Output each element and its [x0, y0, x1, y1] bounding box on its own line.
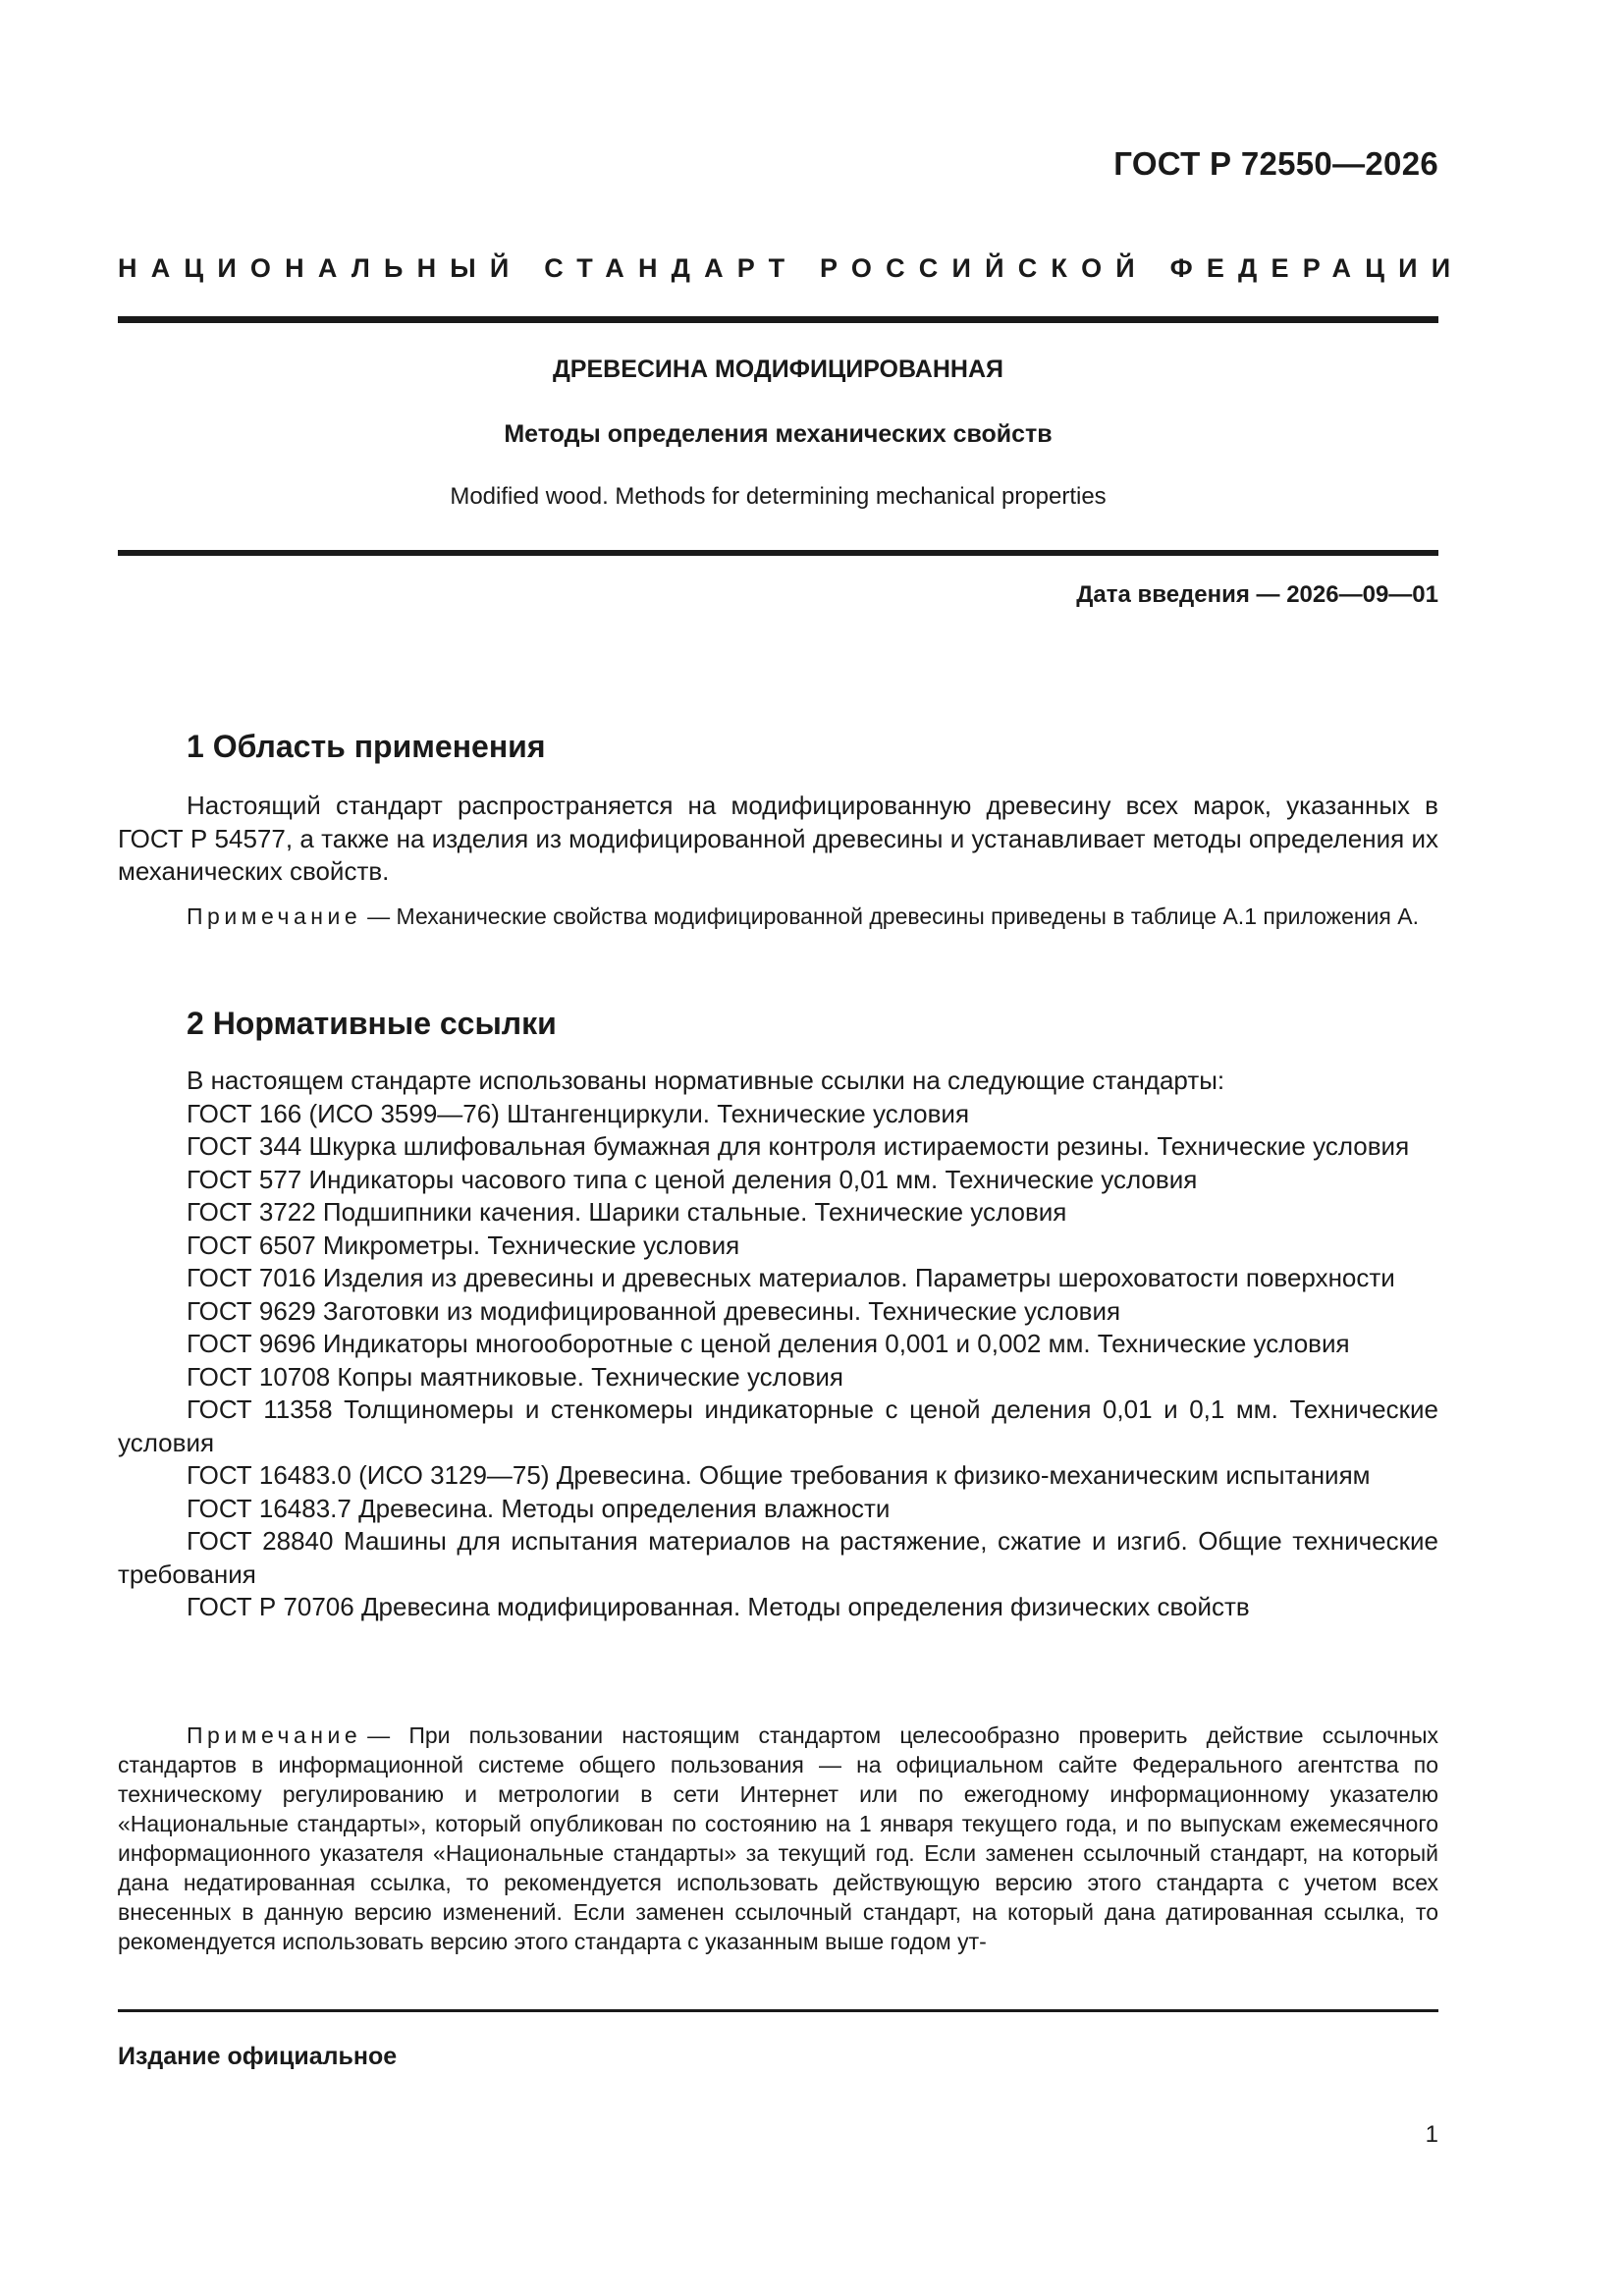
section-heading-scope: 1 Область применения [187, 729, 546, 764]
reference-item: ГОСТ 28840 Машины для испытания материалов на растяжение, сжатие и изгиб. Общие технические требования [118, 1526, 1438, 1589]
title-divider [118, 550, 1438, 556]
references-note [118, 1721, 1438, 1956]
official-edition-label: Издание официальное [118, 2043, 398, 2070]
reference-item: ГОСТ 7016 Изделия из древесины и древесных материалов. Параметры шероховатости поверхности [187, 1263, 1395, 1292]
reference-item: ГОСТ 16483.7 Древесина. Методы определения влажности [187, 1493, 891, 1523]
national-standard-heading: НАЦИОНАЛЬНЫЙ СТАНДАРТ РОССИЙСКОЙ ФЕДЕРАЦИИ [118, 253, 1465, 283]
note-text: — Механические свойства модифицированной древесины приведены в таблице А.1 приложения А. [367, 903, 1419, 929]
reference-item: ГОСТ 9696 Индикаторы многооборотные с ценой деления 0,001 и 0,002 мм. Технические условия [187, 1329, 1350, 1358]
reference-item: ГОСТ 344 Шкурка шлифовальная бумажная для контроля истираемости резины. Технические условия [187, 1131, 1410, 1161]
scope-note [118, 902, 1438, 931]
reference-item: ГОСТ 3722 Подшипники качения. Шарики стальные. Технические условия [187, 1197, 1067, 1227]
references-intro: В настоящем стандарте использованы нормативные ссылки на следующие стандарты: [187, 1066, 1225, 1095]
note-text: — При пользовании настоящим стандартом целесообразно проверить действие ссылочных стандартов в информационной системе общего пользования — на официальном сайте Федерального агентства по техническому регулированию и метрологии в сети Интернет или по ежегодному информационному указателю «Национальные стандарты», который опубликован по состоянию на 1 января текущего года, и по выпускам ежемесячного информационного указателя «Национальные стандарты» за текущий год. Если заменен ссылочный стандарт, на который дана недатированная ссылка, то рекомендуется использовать действующую версию этого стандарта с учетом всех внесенных в данную версию изменений. Если заменен ссылочный стандарт, на который дана датированная ссылка, то рекомендуется использовать версию этого стандарта с указанным выше годом ут- [118, 1722, 1438, 1954]
page-number: 1 [1425, 2121, 1438, 2148]
reference-item: ГОСТ 9629 Заготовки из модифицированной древесины. Технические условия [187, 1295, 1121, 1326]
reference-item: ГОСТ 6507 Микрометры. Технические условия [187, 1230, 740, 1260]
document-subtitle: Методы определения механических свойств [504, 420, 1053, 448]
references-list [118, 1065, 1438, 1624]
document-page [118, 0, 1465, 2296]
introduction-date: Дата введения — 2026—09—01 [1076, 581, 1438, 608]
reference-item: ГОСТ 16483.0 (ИСО 3129—75) Древесина. Общие требования к физико-механическим испытаниям [187, 1460, 1371, 1490]
reference-item: ГОСТ Р 70706 Древесина модифицированная. Методы определения физических свойств [187, 1592, 1250, 1621]
reference-item: ГОСТ 166 (ИСО 3599—76) Штангенциркули. Технические условия [187, 1098, 970, 1128]
footer-divider [118, 2009, 1438, 2012]
reference-item: ГОСТ 10708 Копры маятниковые. Технические условия [187, 1361, 844, 1392]
section-heading-references: 2 Нормативные ссылки [187, 1006, 557, 1041]
reference-item: ГОСТ 577 Индикаторы часового типа с ценой деления 0,01 мм. Технические условия [187, 1164, 1198, 1194]
note-label: Примечание [187, 1722, 362, 1748]
note-label: Примечание [187, 903, 362, 929]
header-divider [118, 316, 1438, 323]
document-title: ДРЕВЕСИНА МОДИФИЦИРОВАННАЯ [552, 355, 1003, 383]
document-title-english: Modified wood. Methods for determining mechanical properties [450, 483, 1107, 510]
scope-paragraph: Настоящий стандарт распространяется на модифицированную древесину всех марок, указанных в ГОСТ Р 54577, а также на изделия из модифицированной древесины и устанавливает методы определения их механических свойств. [118, 791, 1438, 886]
reference-item: ГОСТ 11358 Толщиномеры и стенкомеры индикаторные с ценой деления 0,01 и 0,1 мм. Технические условия [118, 1394, 1438, 1457]
gost-number: ГОСТ Р 72550—2026 [1113, 145, 1438, 182]
